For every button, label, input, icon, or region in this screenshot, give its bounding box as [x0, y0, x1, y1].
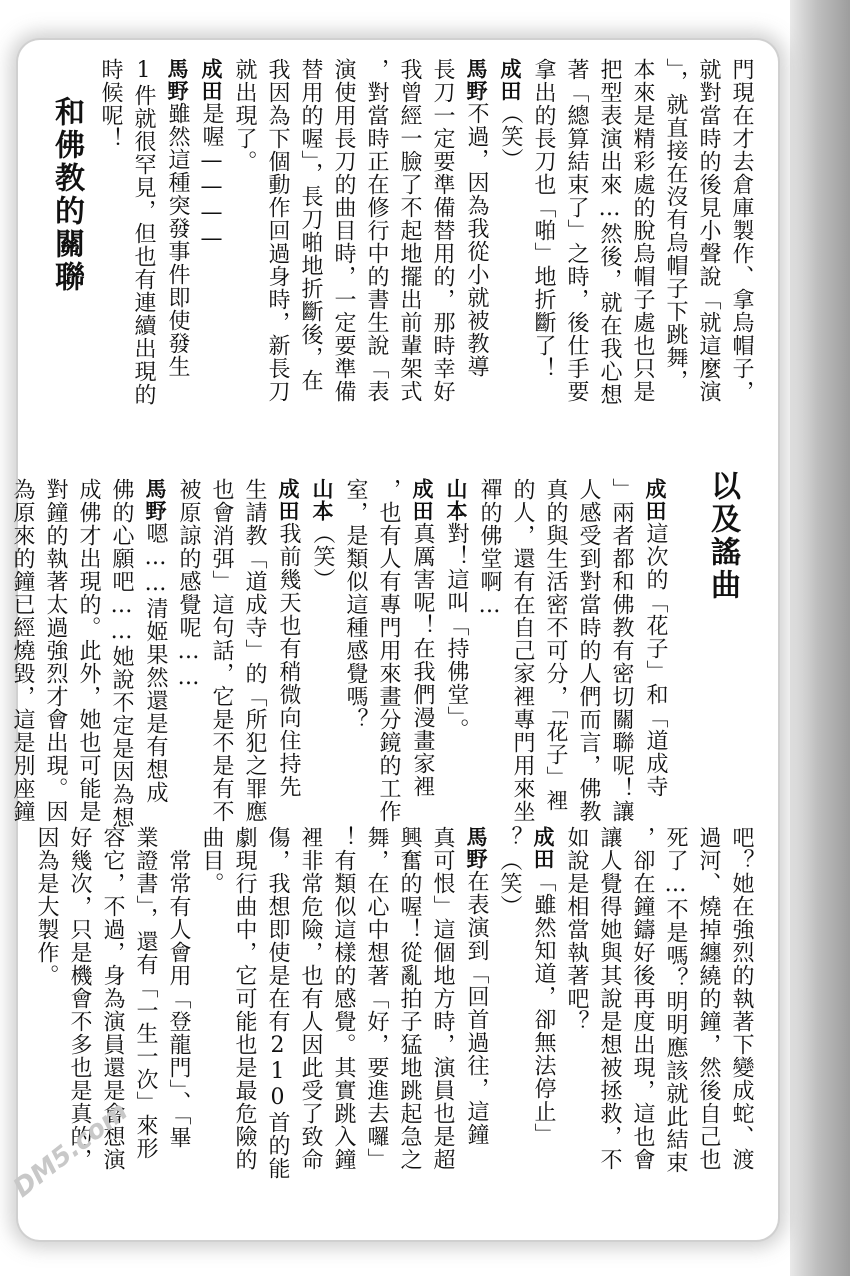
bottom-text-block [30, 826, 758, 1198]
column-text: （笑） [310, 522, 335, 591]
text-column [393, 826, 426, 1198]
column-text: 我前幾天也有稍微向住持先 [276, 522, 301, 798]
speaker-name: 成田 [276, 478, 300, 522]
text-column [493, 826, 526, 1198]
column-text: 不過，因為我從小就被教導 [464, 102, 489, 378]
column-text: 把型表演出來…然後，就在我心想 [597, 58, 622, 406]
speaker-name: 山本 [310, 478, 334, 522]
column-text: ，卻在鐘鑄好後再度出現，這也會 [630, 826, 655, 1171]
column-text: 如說是相當執著吧？ [564, 826, 589, 1033]
text-column [506, 478, 539, 844]
column-text: 成佛才出現的。此外，她也可能是 [76, 478, 101, 823]
text-column [526, 826, 560, 1198]
column-text: 因為是大製作。 [34, 826, 59, 987]
text-column [261, 58, 294, 458]
column-text: 本來是精彩處的脫烏帽子處也只是 [630, 58, 655, 403]
speaker-name: 成田 [531, 826, 555, 870]
text-column [138, 478, 172, 844]
text-column [105, 478, 138, 844]
column-text: 真厲害呢！在我們漫畫家裡 [410, 522, 435, 798]
column-text: 就對當時的後見小聲說「就這麼演 [696, 58, 721, 403]
column-text: 1件就很罕見，但也有連續出現的 [131, 58, 156, 406]
column-text: ？（笑） [497, 826, 522, 918]
text-column [39, 478, 72, 844]
column-text: 這次的「花子」和「道成寺 [643, 522, 668, 798]
speaker-name: 馬野 [464, 58, 488, 102]
text-column [94, 58, 127, 458]
text-column [305, 478, 339, 844]
text-column [294, 826, 327, 1198]
text-column [360, 58, 393, 458]
text-column [493, 58, 527, 458]
section-heading-yokyoku: 以及謠曲 [705, 470, 740, 602]
text-column [327, 826, 360, 1198]
text-column [271, 478, 305, 844]
column-text: 嗯……清姬果然還是有想成 [143, 522, 168, 804]
text-column [659, 58, 692, 458]
text-column [294, 58, 327, 458]
column-text: 時候呢！ [98, 58, 123, 150]
top-text-block [94, 58, 758, 458]
column-text: ！有類似這樣的感覺。其實跳入鐘 [331, 826, 356, 1171]
text-column [205, 478, 238, 844]
text-column [459, 58, 493, 458]
text-column [572, 478, 605, 844]
text-column [638, 478, 672, 844]
column-text: 好幾次，只是機會不多也是真的， [67, 826, 92, 1171]
column-text: 業證書」，還有「一生一次」來形 [133, 826, 158, 1160]
text-column [659, 826, 692, 1198]
column-text: 興奮的喔！從亂拍子猛地跳起急之 [397, 826, 422, 1171]
column-text: 常常有人會用「登龍門」、「畢 [166, 826, 191, 1149]
text-column [593, 58, 626, 458]
column-text: 對！這叫「持佛堂」。 [444, 522, 469, 741]
column-text: 」兩者都和佛教有密切關聯呢！讓 [609, 478, 634, 823]
speaker-name: 馬野 [143, 478, 167, 522]
column-text: 佛的心願吧……她說不定是因為想 [109, 478, 134, 829]
text-column [692, 826, 725, 1198]
text-column [473, 478, 506, 844]
column-text: 容它，不過，身為演員還是會想演 [100, 826, 125, 1171]
column-text: 真的與生活密不可分，「花子」裡 [543, 478, 568, 812]
text-column [228, 826, 261, 1198]
text-column [72, 478, 105, 844]
column-text: 門現在才去倉庫製作、拿烏帽子， [729, 58, 754, 403]
speaker-name: 山本 [444, 478, 468, 522]
speaker-name: 成田 [498, 58, 522, 102]
text-column [560, 826, 593, 1198]
speaker-name: 成田 [199, 58, 223, 102]
column-text: 就出現了。 [232, 58, 257, 173]
text-column [405, 478, 439, 844]
column-text: 禪的佛堂啊… [477, 478, 502, 619]
column-text: 」，就直接在沒有烏帽子下跳舞， [663, 58, 688, 392]
column-text: 我曾經一臉了不起地擺出前輩架式 [397, 58, 422, 403]
text-column [725, 58, 758, 458]
column-text: 是喔———— [199, 102, 224, 252]
text-column [261, 826, 294, 1198]
text-column [127, 58, 160, 458]
column-text: 為原來的鐘已經燒毀，這是別座鐘 [10, 478, 35, 823]
text-column [426, 826, 459, 1198]
text-column [129, 826, 162, 1198]
text-column [238, 478, 271, 844]
text-column [372, 478, 405, 844]
column-text: 傷，我想即使是在有210首的能 [265, 826, 290, 1180]
text-column [393, 58, 426, 458]
text-column [626, 826, 659, 1198]
text-column [560, 58, 593, 458]
text-column [605, 478, 638, 844]
speaker-name: 馬野 [464, 826, 488, 870]
text-column [593, 826, 626, 1198]
text-column [6, 478, 39, 844]
text-column [194, 58, 228, 458]
column-text: 的人，還有在自己家裡專門用來坐 [510, 478, 535, 823]
text-column [426, 58, 459, 458]
column-text: 讓人覺得她與其說是想被拯救，不 [597, 826, 622, 1171]
column-text: 曲目。 [199, 826, 224, 895]
column-text: 雖然這種突發事件即使發生 [165, 102, 190, 378]
site-watermark: DM5.com [8, 1096, 134, 1204]
column-text: （笑） [498, 102, 523, 171]
text-column [327, 58, 360, 458]
column-text: 死了…不是嗎？明明應該就此結束 [663, 826, 688, 1174]
column-text: 對鐘的執著太過強烈才會出現。因 [43, 478, 68, 823]
column-text: 被原諒的感覺呢…… [176, 478, 201, 691]
column-text: 我因為下個動作回過身時，新長刀 [265, 58, 290, 403]
middle-text-block [6, 478, 672, 844]
column-text: 「雖然知道，卻無法停止」 [531, 870, 556, 1146]
column-text: 替用的喔」，長刀啪地折斷後，在 [298, 58, 323, 392]
text-column [228, 58, 261, 458]
speaker-name: 成田 [410, 478, 434, 522]
text-column [195, 826, 228, 1198]
column-text: 演使用長刀的曲目時，一定要準備 [331, 58, 356, 403]
column-text: 也會消弭」這句話，它是不是有不 [209, 478, 234, 823]
column-text: 在表演到「回首過往，這鐘 [464, 870, 489, 1146]
text-column [339, 478, 372, 844]
column-text: 劇現行曲中，它可能也是最危險的 [232, 826, 257, 1171]
text-column [626, 58, 659, 458]
text-column [692, 58, 725, 458]
page-edge-band [790, 0, 850, 1276]
column-text: 生請教「道成寺」的「所犯之罪應 [242, 478, 267, 823]
column-text: 著「總算結束了」之時，後仕手要 [564, 58, 589, 403]
section-heading-buddhism: 和佛教的關聯 [49, 96, 84, 294]
text-column [160, 58, 194, 458]
column-text: 室，是類似這種感覺嗎？ [343, 478, 368, 731]
column-text: 人感受到對當時的人們而言，佛教 [576, 478, 601, 823]
column-text: 過河、燒掉纏繞的鐘，然後自己也 [696, 826, 721, 1171]
column-text: ，也有人有專門用來畫分鏡的工作 [376, 478, 401, 823]
column-text: 吧？她在強烈的執著下變成蛇、渡 [729, 826, 754, 1171]
column-text: 舞，在心中想著「好，要進去囉」 [364, 826, 389, 1171]
text-column [172, 478, 205, 844]
text-column [527, 58, 560, 458]
text-column [360, 826, 393, 1198]
speaker-name: 馬野 [165, 58, 189, 102]
text-column [459, 826, 493, 1198]
text-column [439, 478, 473, 844]
text-column [539, 478, 572, 844]
column-text: 裡非常危險，也有人因此受了致命 [298, 826, 323, 1171]
column-text: 真可恨」這個地方時，演員也是超 [430, 826, 455, 1171]
column-text: 長刀一定要準備替用的，那時幸好 [430, 58, 455, 403]
text-column [162, 826, 195, 1198]
column-text: ，對當時正在修行中的書生說「表 [364, 58, 389, 403]
speaker-name: 成田 [643, 478, 667, 522]
column-text: 拿出的長刀也「啪」地折斷了！ [531, 58, 556, 380]
text-column [725, 826, 758, 1198]
